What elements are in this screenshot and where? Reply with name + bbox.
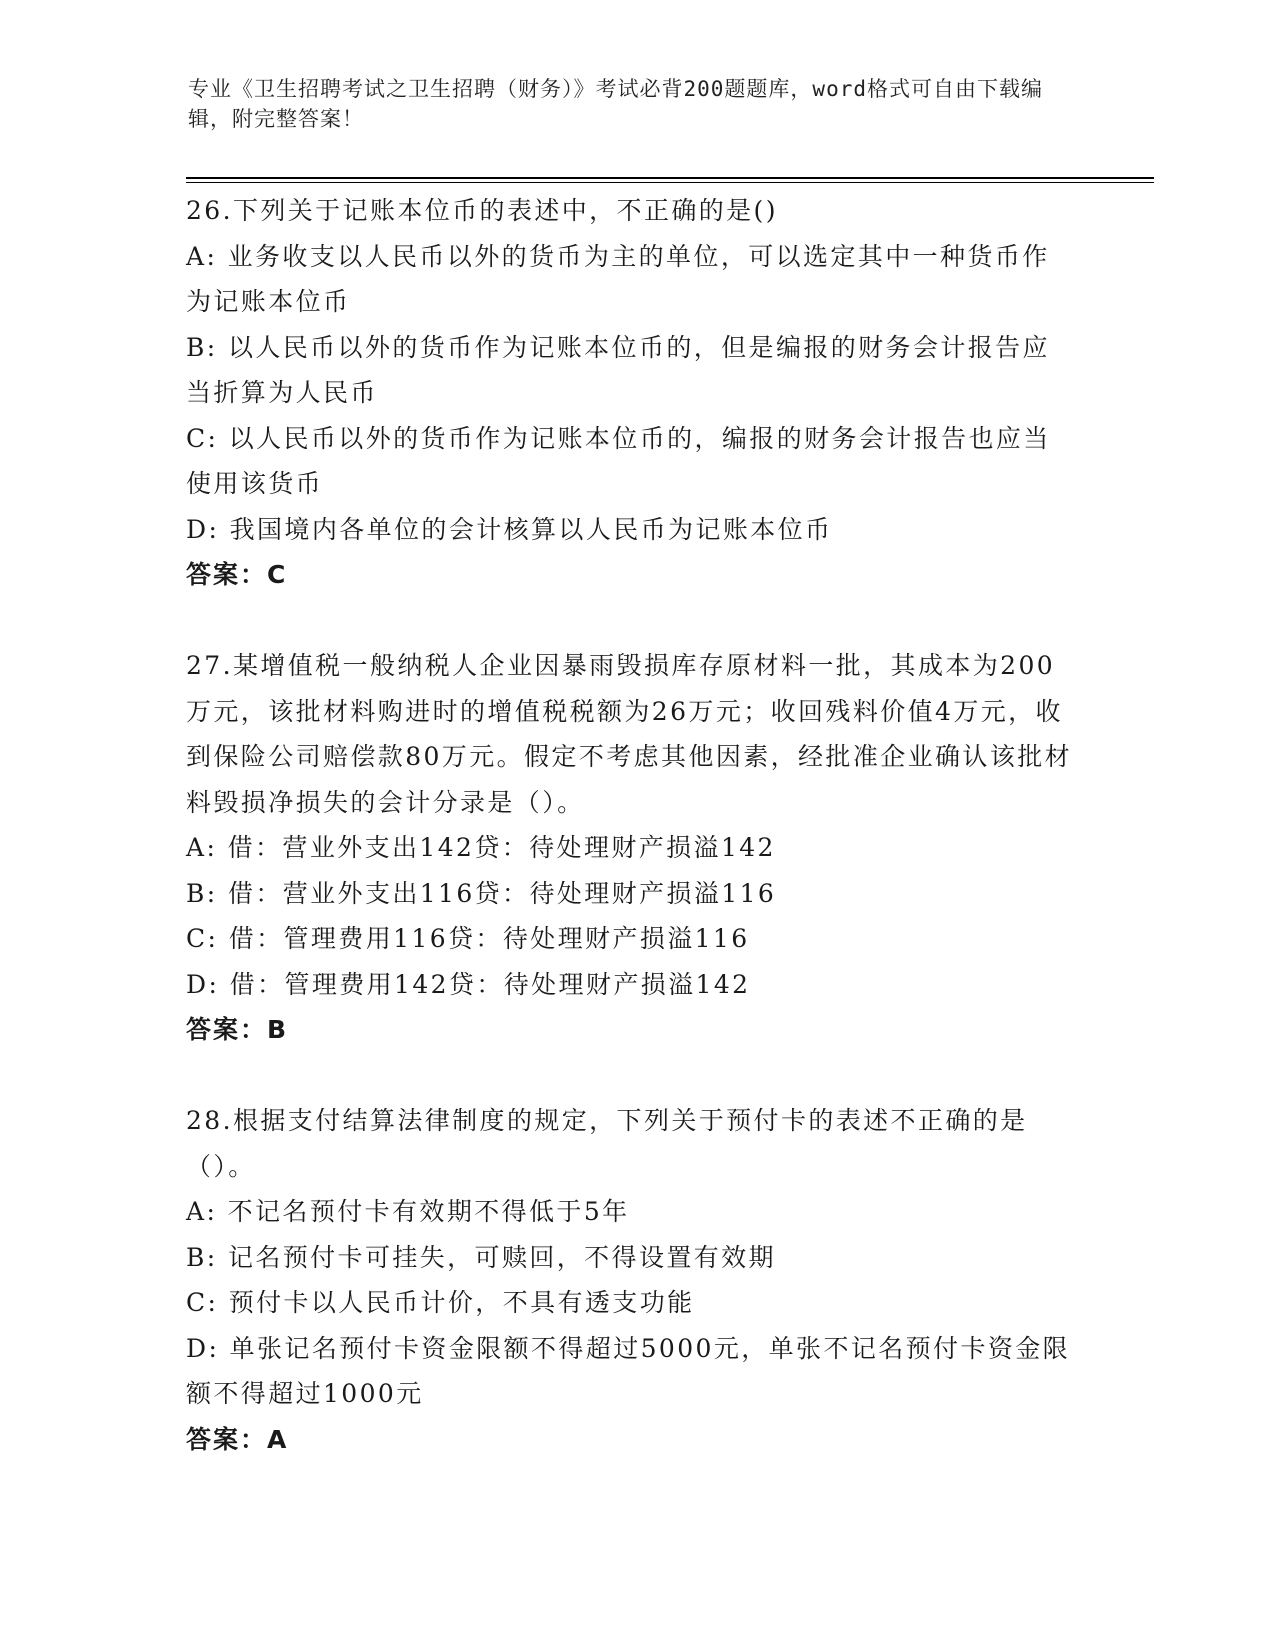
question-28: [186, 1098, 1076, 1462]
question-26: [186, 188, 1076, 598]
question-stem: 28.根据支付结算法律制度的规定，下列关于预付卡的表述不正确的是（）。: [186, 1106, 1028, 1181]
header-divider-thin: [186, 182, 1154, 183]
option-c: C: 借：管理费用116贷：待处理财产损溢116: [186, 924, 750, 953]
option-b: B: 以人民币以外的货币作为记账本位币的，但是编报的财务会计报告应当折算为人民币: [186, 332, 1050, 407]
option-b: B: 记名预付卡可挂失，可赎回，不得设置有效期: [186, 1242, 776, 1272]
answer: 答案：C: [186, 560, 288, 589]
header-divider-thick: [186, 177, 1154, 179]
answer: 答案：B: [186, 1015, 289, 1044]
option-d: D: 单张记名预付卡资金限额不得超过5000元，单张不记名预付卡资金限额不得超过1000元: [186, 1333, 1071, 1408]
option-b: B: 借：营业外支出116贷：待处理财产损溢116: [186, 878, 777, 908]
option-d: D: 我国境内各单位的会计核算以人民币为记账本位币: [186, 514, 833, 544]
question-stem: 26.下列关于记账本位币的表述中，不正确的是(): [186, 196, 778, 225]
option-c: C: 预付卡以人民币计价，不具有透支功能: [186, 1288, 695, 1317]
option-c: C: 以人民币以外的货币作为记账本位币的，编报的财务会计报告也应当使用该货币: [186, 423, 1051, 498]
question-stem: 27.某增值税一般纳税人企业因暴雨毁损库存原材料一批，其成本为200万元，该批材料购进时的增值税税额为26万元；收回残料价值4万元，收到保险公司赔偿款80万元。假定不考虑其他因素，经批准企业确认该批材料毁损净损失的会计分录是（）。: [186, 651, 1073, 817]
option-a: A: 不记名预付卡有效期不得低于5年: [186, 1197, 630, 1226]
option-a: A: 借：营业外支出142贷：待处理财产损溢142: [186, 833, 776, 862]
document-header: 专业《卫生招聘考试之卫生招聘（财务）》考试必背200题题库，word格式可自由下载编辑，附完整答案！: [188, 77, 1043, 131]
answer: 答案：A: [186, 1424, 289, 1454]
option-d: D: 借：管理费用142贷：待处理财产损溢142: [186, 969, 751, 999]
question-27: [186, 643, 1076, 1053]
option-a: A: 业务收支以人民币以外的货币为主的单位，可以选定其中一种货币作为记账本位币: [186, 241, 1050, 316]
